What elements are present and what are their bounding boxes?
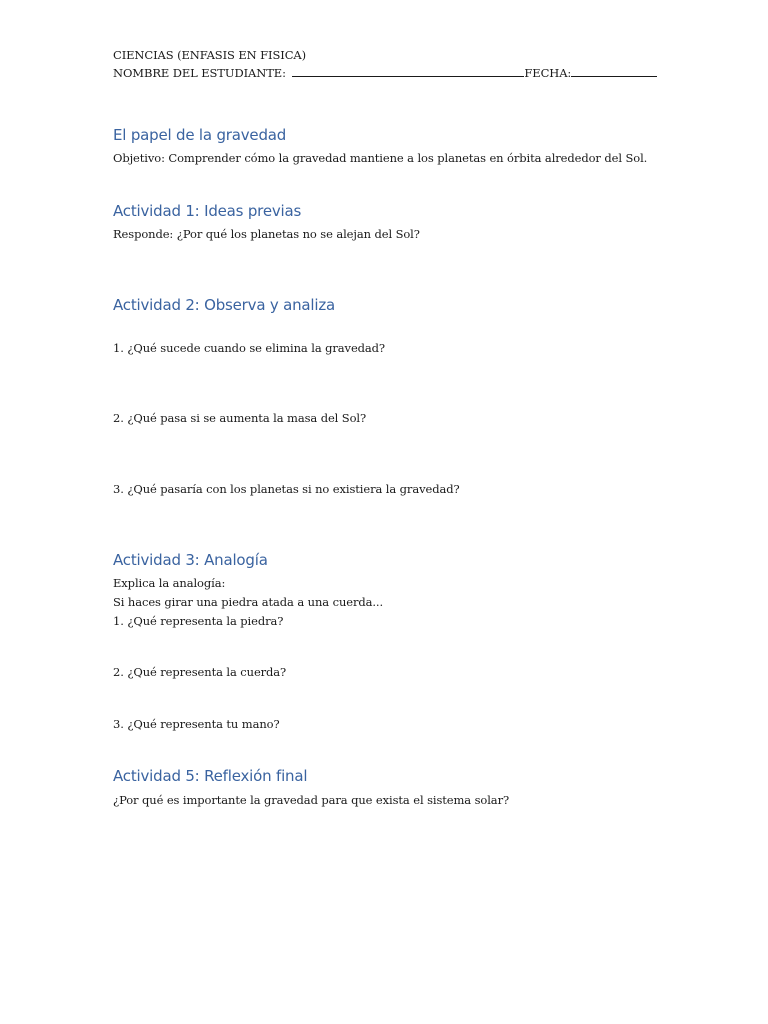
activity-3-question-3: 3. ¿Qué representa tu mano?	[113, 717, 280, 731]
activity-5-heading: Actividad 5: Reflexión final	[113, 767, 308, 785]
student-name-label: NOMBRE DEL ESTUDIANTE:	[113, 66, 286, 80]
student-date-line	[113, 65, 657, 81]
course-name: CIENCIAS (ENFASIS EN FISICA)	[113, 48, 307, 62]
activity-3-question-1: 1. ¿Qué representa la piedra?	[113, 614, 284, 628]
activity-2-question-3: 3. ¿Qué pasaría con los planetas si no existiera la gravedad?	[113, 482, 460, 496]
activity-3-heading: Actividad 3: Analogía	[113, 551, 268, 569]
activity-2-question-1: 1. ¿Qué sucede cuando se elimina la gravedad?	[113, 341, 385, 355]
activity-2-heading: Actividad 2: Observa y analiza	[113, 296, 336, 314]
page-title: El papel de la gravedad	[113, 126, 287, 144]
activity-1-prompt: Responde: ¿Por qué los planetas no se alejan del Sol?	[113, 227, 420, 241]
activity-3-setup: Si haces girar una piedra atada a una cuerda...	[113, 595, 384, 609]
activity-1-heading: Actividad 1: Ideas previas	[113, 202, 302, 220]
activity-5-prompt: ¿Por qué es importante la gravedad para que exista el sistema solar?	[113, 793, 510, 807]
activity-3-intro: Explica la analogía:	[113, 576, 226, 590]
student-name-blank[interactable]	[292, 65, 524, 77]
date-label: FECHA:	[524, 66, 572, 80]
date-blank[interactable]	[571, 65, 657, 77]
activity-2-question-2: 2. ¿Qué pasa si se aumenta la masa del Sol?	[113, 411, 367, 425]
objective-text: Objetivo: Comprender cómo la gravedad mantiene a los planetas en órbita alrededor del Sol.	[113, 151, 648, 165]
activity-3-question-2: 2. ¿Qué representa la cuerda?	[113, 665, 287, 679]
